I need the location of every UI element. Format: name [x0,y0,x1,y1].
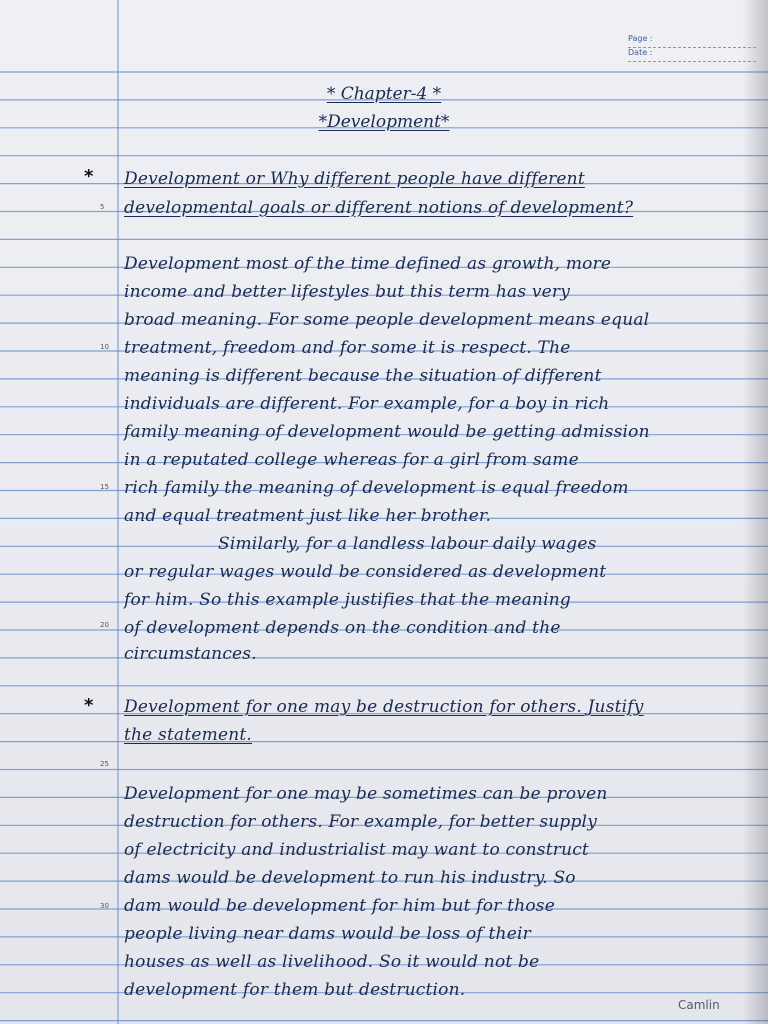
line-number: 25 [100,760,109,768]
answer-1-line: in a reputated college whereas for a girl from same [124,450,579,470]
answer-2-line: people living near dams would be loss of their [124,924,531,944]
question-1-line: Development or Why different people have different [124,169,585,189]
date-label: Date : [628,48,756,62]
answer-1-line: rich family the meaning of development is equal freedom [124,478,629,498]
line-number: 20 [100,621,109,629]
answer-1-line: treatment, freedom and for some it is respect. The [124,338,571,358]
chapter-title: * Chapter-4 * [326,84,442,104]
answer-2-line: destruction for others. For example, for better supply [124,812,597,832]
question-1-bullet: * [84,166,94,187]
answer-1-line: and equal treatment just like her brother. [124,506,492,526]
question-2-line: the statement. [124,725,252,745]
answer-2-line: development for them but destruction. [124,980,466,1000]
question-2-line: Development for one may be destruction for others. Justify [124,697,644,717]
answer-1-line: for him. So this example justifies that the meaning [124,590,571,610]
subject-title: *Development* [318,112,450,132]
answer-2-line: dams would be development to run his industry. So [124,868,576,888]
answer-1-line: circumstances. [124,644,257,664]
line-number: 5 [100,203,105,211]
page-date-header [628,34,756,62]
answer-1-line: individuals are different. For example, for a boy in rich [124,394,610,414]
answer-1-line: meaning is different because the situation of different [124,366,602,386]
question-1-line: developmental goals or different notions of development? [124,198,634,218]
answer-2-line: dam would be development for him but for those [124,896,555,916]
question-2-bullet: * [84,695,94,716]
page-label: Page : [628,34,756,48]
answer-1-line: Development most of the time defined as growth, more [124,254,612,274]
answer-1-line: Similarly, for a landless labour daily wages [218,534,597,554]
line-number: 30 [100,902,109,910]
answer-2-line: houses as well as livelihood. So it would not be [124,952,540,972]
line-number: 10 [100,343,109,351]
notebook-brand-logo: Camlin [678,998,720,1012]
line-number: 15 [100,483,109,491]
answer-2-line: of electricity and industrialist may want to construct [124,840,589,860]
answer-1-line: family meaning of development would be getting admission [124,422,650,442]
answer-1-line: broad meaning. For some people development means equal [124,310,650,330]
answer-2-line: Development for one may be sometimes can be proven [124,784,608,804]
answer-1-line: income and better lifestyles but this term has very [124,282,571,302]
answer-1-line: or regular wages would be considered as development [124,562,607,582]
answer-1-line: of development depends on the condition and the [124,618,561,638]
